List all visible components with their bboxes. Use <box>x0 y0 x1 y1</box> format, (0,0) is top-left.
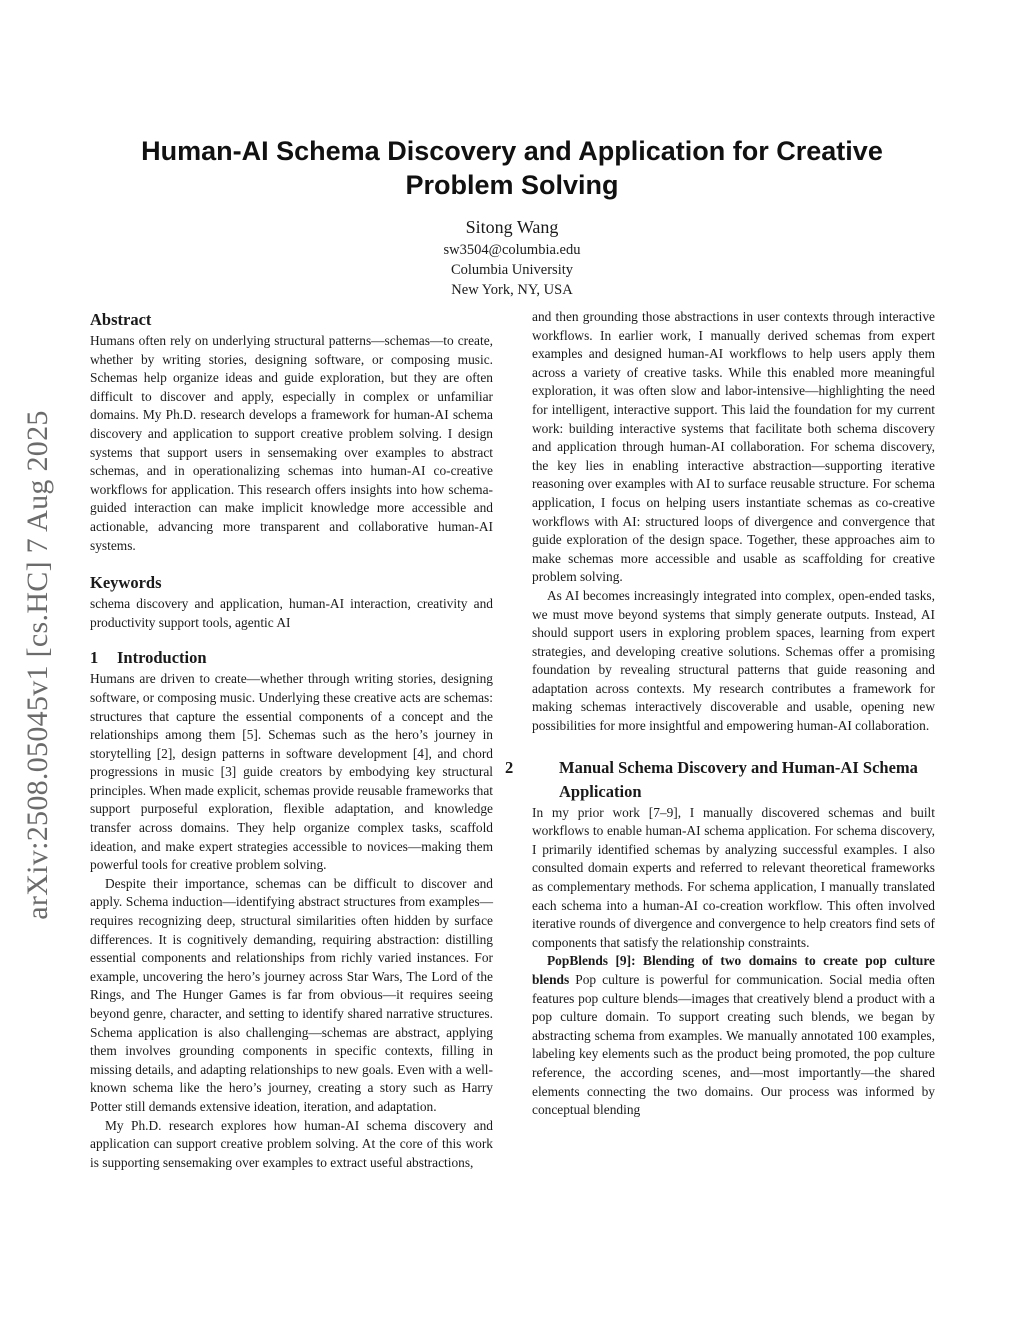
keywords-heading: Keywords <box>90 573 162 593</box>
intro-paragraph-4: As AI becomes increasingly integrated into complex, open-ended tasks, we must move beyond systems that simply generate outputs. Instead, AI should support users in exploring problem spaces, learning from expert strategies, and developing creative solutions. Schemas offer a promising foundation by revealing structural patterns that guide reasoning and adaptation across contexts. My research contributes a framework for making schemas interactively discoverable and usable, opening new possibilities for more insightful and empowering human-AI collaboration. <box>532 587 935 734</box>
intro-paragraph-1: Humans are driven to create—whether through writing stories, designing software, or composing music. Underlying these creative acts are schemas: structures that capture the essential components of a concept and the relationships among them [5]. Schemas such as the hero’s journey in storytelling [2], design patterns in software development [4], and chord progressions in music [3] guide creators by embodying key structural principles. When made explicit, schemas provide reusable frameworks that support purposeful exploration, flexible adaptation, and knowledge transfer across domains. They help organize complex tasks, scaffold ideation, and make expert strategies accessible to novices—making them powerful tools for creative problem solving. <box>90 671 493 873</box>
arxiv-identifier: arXiv:2508.05045v1 [cs.HC] 7 Aug 2025 <box>21 410 54 920</box>
author-affiliation: Columbia University <box>450 262 574 278</box>
intro-paragraph-3-continued: and then grounding those abstractions in user contexts through interactive workflows. In earlier work, I manually derived schemas from expert examples and designed human-AI workflows to help users apply them across a variety of creative tasks. While this enabled more meaningful exploration, it was often slow and labor-intensive—highlighting the need for intelligent, interactive support. This laid the foundation for my current work: building interactive systems that facilitate both schema discovery and application through human-AI collaboration. For schema discovery, the key lies in enabling interactive abstraction—supporting iterative reasoning over examples with AI to surface reusable structure. For schema application, I focus on helping users instantiate schemas as co-creative workflows with AI: structured loops of divergence and convergence that guide exploration of the design space. Together, these approaches aim to make schemas more accessible and usable as scaffolding for creative problem solving. <box>532 309 935 585</box>
section-number: 1 <box>90 648 99 668</box>
section-title: Introduction <box>117 648 207 668</box>
intro-paragraph-2: Despite their importance, schemas can be difficult to discover and apply. Schema induction—identifying abstract structures from examples—requires recognizing deep, structural similarities often hidden by surface differences. It is cognitively demanding, requiring abstraction: distilling essential components and relationships from richly varied instances. For example, uncovering the hero’s journey across Star Wars, The Lord of the Rings, and The Hunger Games is far from obvious—it requires seeing beyond genre, character, and setting to identify shared narrative structures. Schema application is also challenging—schemas are abstract, applying them involves grounding components in specific contexts, filling in missing details, and adapting relationships to new goals. Even with a well-known schema like the hero’s journey, creating a story such as Harry Potter still demands extensive ideation, iteration, and adaptation. <box>90 875 493 1114</box>
section2-paragraph-1: In my prior work [7–9], I manually discovered schemas and built workflows to enable human-AI schema application. For schema discovery, I primarily identified schemas by analyzing successful examples. I also consulted domain experts and referred to relevant theoretical frameworks as complementary methods. For schema application, I manually translated each schema into a human-AI co-creation workflow. This often involved iterative rounds of divergence and convergence to help creators find sets of components that satisfy the relationship constraints. <box>532 804 935 950</box>
popblends-text: Pop culture is powerful for communication. Social media often features pop culture blends—images that creatively blend a product with a pop culture domain. To support creating such blends, we began by abstracting schema from examples. We manually annotated 100 examples, labeling key elements such as the product being promoted, the pop culture reference, the according scenes, and—most importantly—the shared elements connecting the two domains. Our process was informed by conceptual blending <box>532 972 935 1118</box>
popblends-paragraph <box>532 952 935 1119</box>
paper-title: Human-AI Schema Discovery and Application for Creative Problem Solving <box>141 136 883 200</box>
abstract-heading: Abstract <box>90 310 152 329</box>
author-block <box>312 214 712 300</box>
left-column <box>90 308 493 1172</box>
author-name: Sitong Wang <box>465 217 559 237</box>
intro-paragraph-3: My Ph.D. research explores how human-AI schema discovery and application can support creative problem solving. At the core of this work is supporting sensemaking over examples to extract useful abstractions, <box>90 1117 493 1170</box>
section-number: 2 <box>505 757 514 777</box>
author-location: New York, NY, USA <box>451 282 573 298</box>
right-column <box>505 308 935 1120</box>
abstract-text: Humans often rely on underlying structural patterns—schemas—to create, whether by writing stories, designing software, or composing music. Schemas help organize ideas and guide exploration, but they are often difficult to discover and apply, especially in complex or unfamiliar domains. My Ph.D. research develops a framework for human-AI schema discovery and application to support creative problem solving. I design systems that support users in sensemaking over examples to abstract schemas, and in operationalizing schemas into human-AI co-creative workflows for application. This research offers insights into how schema-guided interaction can make implicit knowledge more accessible and actionable, advancing more transparent and collaborative human-AI systems. <box>90 333 493 553</box>
keywords-text: schema discovery and application, human-AI interaction, creativity and productivity support tools, agentic AI <box>90 596 493 630</box>
author-email: sw3504@columbia.edu <box>443 242 581 258</box>
popblends-runin-heading: PopBlends [9]: Blending of two domains to create pop culture blends <box>532 953 935 987</box>
section-heading-introduction <box>90 646 493 670</box>
section-heading-manual-schema <box>505 756 935 804</box>
section-title: Manual Schema Discovery and Human-AI Schema Application <box>559 757 918 801</box>
